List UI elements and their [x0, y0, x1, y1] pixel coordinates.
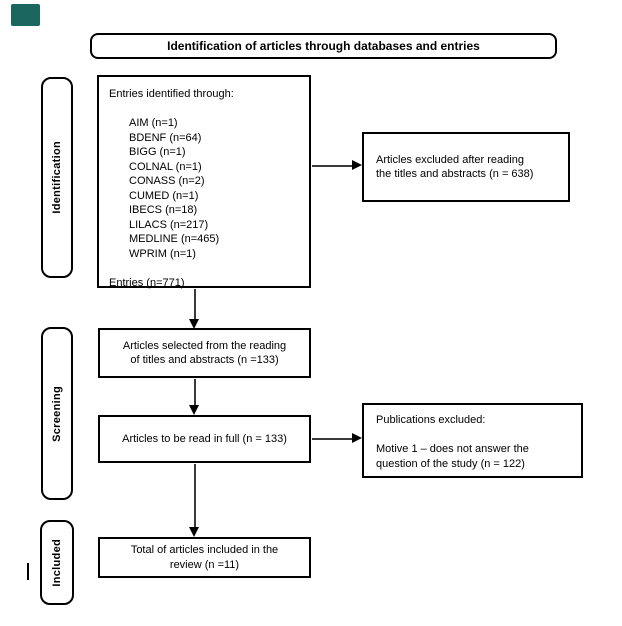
- title-banner-text: Identification of articles through databases and entries: [167, 38, 480, 53]
- excluded-after-titles-box: [362, 132, 570, 202]
- articles-selected-box: [98, 328, 311, 378]
- arrow-down-icon: [189, 319, 199, 329]
- arrow-down-icon: [189, 527, 199, 537]
- database-item: COLNAL (n=1): [129, 160, 202, 173]
- stray-tick-mark: [27, 563, 29, 580]
- excluded-after-titles-line: Articles excluded after reading: [376, 153, 524, 166]
- publications-excluded-heading: Publications excluded:: [376, 414, 486, 426]
- stage-label-included: [40, 520, 74, 605]
- publications-excluded-line: question of the study (n = 122): [376, 457, 525, 470]
- articles-selected-line: of titles and abstracts (n =133): [130, 354, 279, 366]
- total-included-box: [98, 537, 311, 578]
- database-item: CONASS (n=2): [129, 175, 205, 187]
- database-item: BDENF (n=64): [129, 131, 202, 144]
- stage-label-screening: [41, 327, 73, 500]
- arrow-down-icon: [189, 405, 199, 415]
- entries-total: Entries (n=771): [109, 276, 185, 289]
- excluded-after-titles-line: the titles and abstracts (n = 638): [376, 168, 534, 180]
- entries-identified-box: [97, 75, 311, 288]
- arrow-entries-to-excluded-shaft: [312, 165, 353, 167]
- stage-label-included-text: Included: [50, 538, 63, 587]
- arrow-right-icon: [352, 433, 362, 443]
- total-included-line: Total of articles included in the: [130, 544, 279, 556]
- database-item: CUMED (n=1): [129, 189, 199, 202]
- arrow-selected-to-read-shaft: [194, 379, 196, 406]
- articles-read-full-line: Articles to be read in full (n = 133): [122, 432, 287, 445]
- stage-label-identification: [41, 77, 73, 278]
- publications-excluded-line: Motive 1 – does not answer the: [376, 443, 529, 455]
- stage-label-screening-text: Screening: [50, 385, 63, 442]
- title-banner: [90, 33, 557, 59]
- arrow-read-to-excluded-shaft: [312, 438, 353, 440]
- database-list: [109, 116, 299, 261]
- database-item: MEDLINE (n=465): [129, 233, 220, 245]
- database-item: LILACS (n=217): [129, 218, 209, 231]
- articles-selected-line: Articles selected from the reading: [122, 339, 287, 352]
- stage-label-identification-text: Identification: [50, 141, 63, 214]
- arrow-read-to-total-shaft: [194, 464, 196, 528]
- corner-marker: [11, 4, 40, 26]
- articles-read-full-box: [98, 415, 311, 463]
- database-item: AIM (n=1): [129, 117, 178, 129]
- total-included-line: review (n =11): [169, 558, 240, 571]
- arrow-entries-to-selected-shaft: [194, 289, 196, 320]
- publications-excluded-box: [362, 403, 583, 478]
- arrow-right-icon: [352, 160, 362, 170]
- database-item: WPRIM (n=1): [129, 247, 196, 260]
- database-item: BIGG (n=1): [129, 146, 186, 158]
- entries-heading: Entries identified through:: [109, 88, 234, 100]
- database-item: IBECS (n=18): [129, 204, 198, 216]
